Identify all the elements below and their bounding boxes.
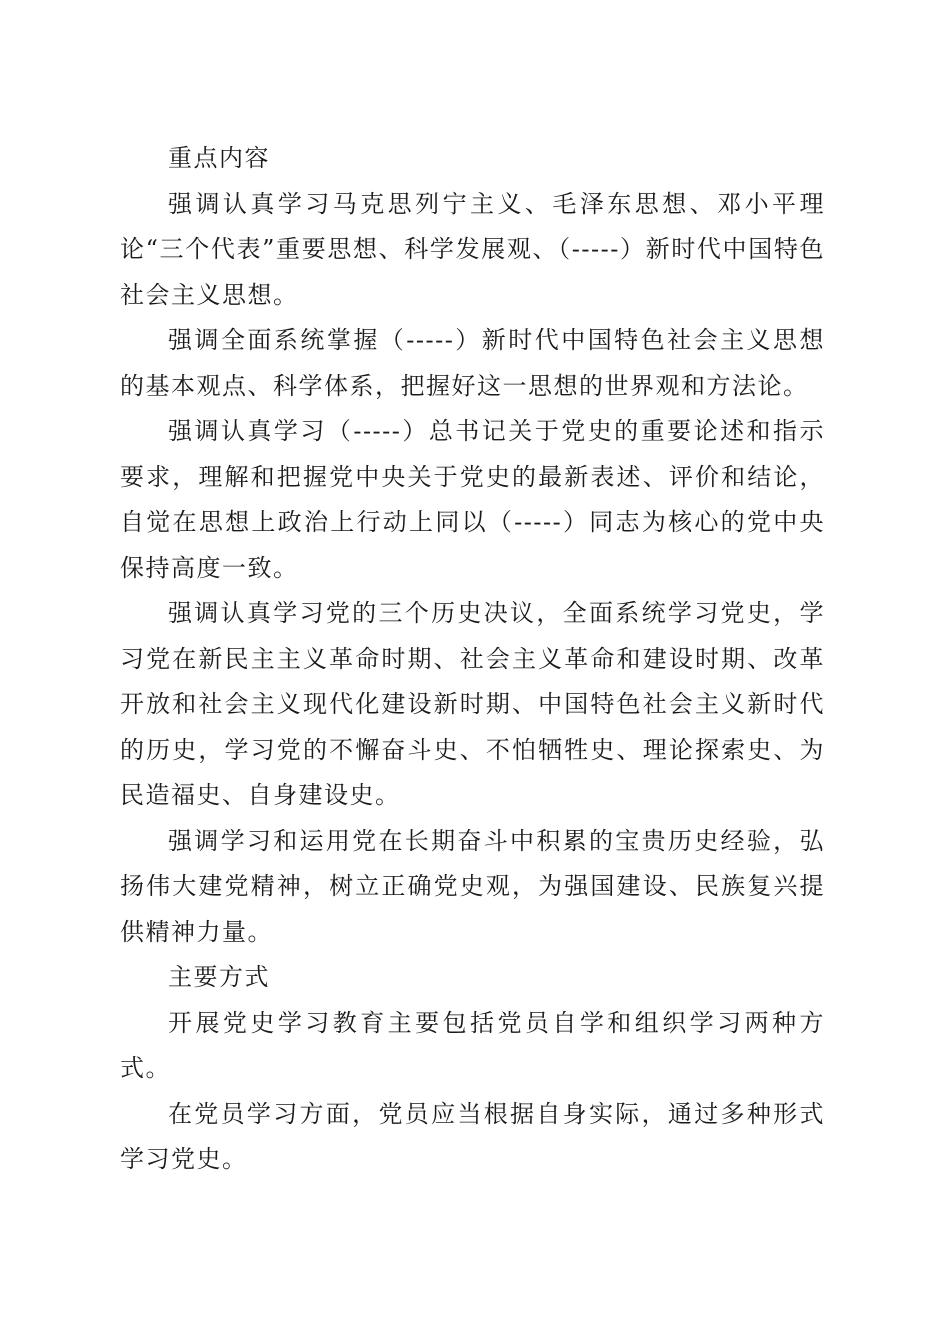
- section-heading-main-methods: 主要方式: [168, 963, 270, 991]
- paragraph-master-thought: 强调全面系统掌握（-----）新时代中国特色社会主义思想的基本观点、科学体系，把握好这一思想的世界观和方法论。: [120, 326, 825, 400]
- section-heading-key-content: 重点内容: [168, 144, 270, 172]
- paragraph-self-study: 在党员学习方面，党员应当根据自身实际，通过多种形式学习党史。: [120, 1099, 825, 1173]
- paragraph-study-remarks: 强调认真学习（-----）总书记关于党史的重要论述和指示要求，理解和把握党中央关于党史的最新表述、评价和结论，自觉在思想上政治上行动上同以（-----）同志为核心的党中央保持高度一致。: [120, 417, 825, 582]
- document-body: [120, 136, 825, 1183]
- paragraph-study-history: 强调认真学习党的三个历史决议，全面系统学习党史，学习党在新民主主义革命时期、社会主义革命和建设时期、改革开放和社会主义现代化建设新时期、中国特色社会主义新时代的历史，学习党的不懈奋斗史、不怕牺牲史、理论探索史、为民造福史、自身建设史。: [120, 599, 825, 809]
- paragraph-apply-experience: 强调学习和运用党在长期奋斗中积累的宝贵历史经验，弘扬伟大建党精神，树立正确党史观，为强国建设、民族复兴提供精神力量。: [120, 826, 825, 946]
- paragraph-methods-overview: 开展党史学习教育主要包括党员自学和组织学习两种方式。: [120, 1008, 825, 1082]
- paragraph-study-theories: 强调认真学习马克思列宁主义、毛泽东思想、邓小平理论“三个代表”重要思想、科学发展观、（-----）新时代中国特色社会主义思想。: [120, 189, 825, 309]
